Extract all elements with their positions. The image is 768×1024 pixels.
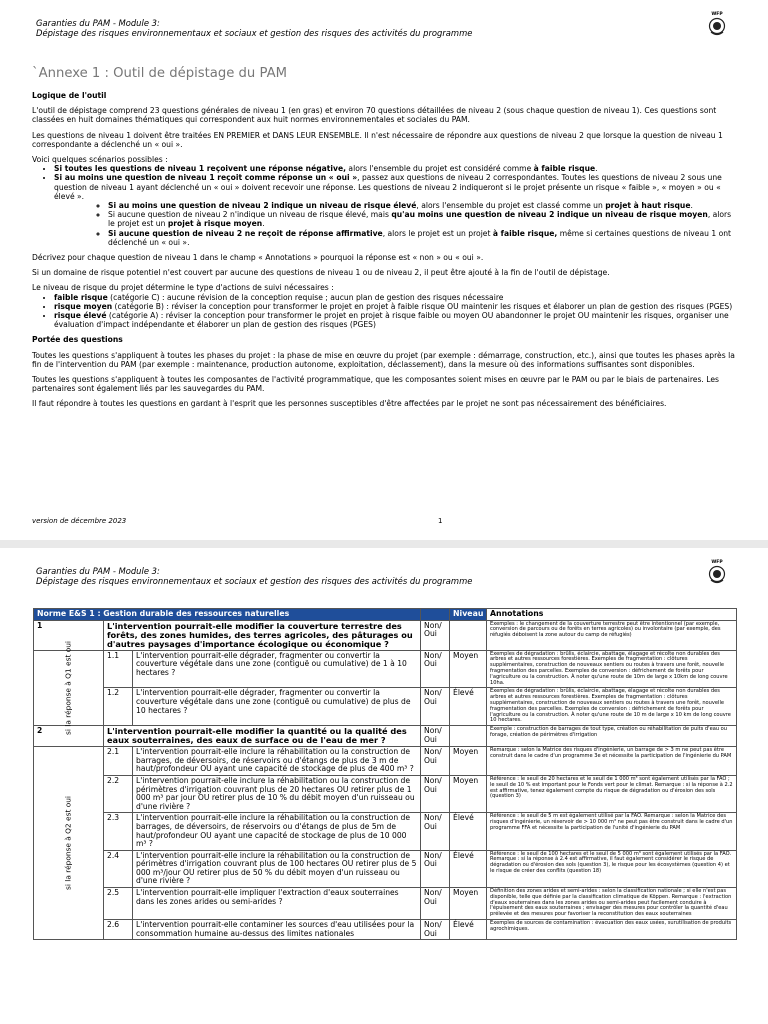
answer-cell[interactable]: Non/ Oui bbox=[421, 620, 450, 650]
wfp-logo bbox=[706, 12, 728, 42]
wfp-emblem-icon bbox=[708, 17, 726, 37]
answer-cell[interactable]: Non/ Oui bbox=[421, 813, 450, 850]
annotation-cell[interactable]: Remarque : selon la Matrice des risques d'ingénierie, un barrage de > 3 m ne peut pas être construit dans le cadre d'un programme 3e et nécessite la participation de l'ingénierie du PAM bbox=[487, 747, 737, 776]
paragraph-6: Toutes les questions s'appliquent à toutes les phases du projet : la phase de mise en œuvre du projet (par exemple : démarrage, construction, etc.), ainsi que toutes les phases après la fin de l'intervention du PAM (par exemple : maintenance, production autonome, exploitation, déclassement), dans la mesure où des informations suffisantes sont disponibles. bbox=[32, 350, 735, 369]
header-line-1: Garanties du PAM - Module 3: bbox=[36, 18, 160, 28]
question-text: L'intervention pourrait-elle contaminer les sources d'eau utilisées pour la consommation humaine au-dessus des limites nationales bbox=[133, 920, 421, 940]
table-row bbox=[34, 620, 737, 650]
question-text: L'intervention pourrait-elle inclure la réhabilitation ou la construction de périmètres d'irrigation couvrant plus de 20 hectares OU retirer plus de 1 000 m³ par jour OU retirer plus de 10 % du débit moyen d'un ruisseau ou d'une rivière ? bbox=[133, 775, 421, 812]
scenario-item: • Si au moins une question de niveau 1 reçoit comme réponse un « oui », passez aux questions de niveau 2 correspondantes. Toutes les questions de niveau 2 sous une question de niveau 1 ayant déclenché un « oui » doivent recevoir une réponse. Les questions de niveau 2 indiqueront si le projet présente un risque « faible », « moyen » ou « élevé ». ◦ Si au moins une question de niveau 2 indique un niveau de risque élevé, alors l'ensemble du projet est classé comme un projet à haut risque. ◦ Si aucune question de niveau 2 n'indique un niveau de risque élevé, mais qu'au moins une question de niveau 2 indique un niveau de risque moyen, alors le projet est un projet à risque moyen. ◦ Si aucune question de niveau 2 ne reçoit de réponse affirmative, alors le projet est un projet à faible risque, même si certaines questions de niveau 1 ont déclenché un « oui ». bbox=[54, 173, 736, 247]
paragraph-2: Les questions de niveau 1 doivent être traitées EN PREMIER et DANS LEUR ENSEMBLE. Il n'est nécessaire de répondre aux questions de niveau 2 que lorsque la question de niveau 1 correspondante a déclenché un « oui ». bbox=[32, 130, 723, 149]
level-cell: Élevé bbox=[450, 850, 487, 887]
header-line-2: Dépistage des risques environnementaux et sociaux et gestion des risques des activités du programme bbox=[36, 28, 473, 38]
answer-cell[interactable]: Non/ Oui bbox=[421, 688, 450, 726]
sub-scenarios-list bbox=[54, 201, 736, 247]
question-number: 1.2 bbox=[104, 688, 133, 726]
table-row bbox=[34, 920, 737, 940]
scope-heading: Portée des questions bbox=[32, 335, 123, 345]
table-row bbox=[34, 688, 737, 726]
sub-scenario-item: ◦ Si aucune question de niveau 2 ne reçoit de réponse affirmative, alors le projet est un projet à faible risque, même si certaines questions de niveau 1 ont déclenché un « oui ». bbox=[108, 229, 736, 247]
paragraph-4: Si un domaine de risque potentiel n'est couvert par aucune des questions de niveau 1 ou de niveau 2, il peut être ajouté à la fin de l'outil de dépistage. bbox=[32, 268, 610, 278]
table-row bbox=[34, 747, 737, 776]
level-cell: Élevé bbox=[450, 920, 487, 940]
annotation-cell[interactable]: Référence : le seuil de 5 m est également utilisé par la FAO. Remarque : selon la Matrice des risques d'ingénierie, un réservoir de > 10 000 m³ ne peut pas être construit dans le cadre d'un programme FFA et nécessite la participation de l'unité d'ingénierie du PAM bbox=[487, 813, 737, 850]
answer-cell[interactable]: Non/ Oui bbox=[421, 920, 450, 940]
question-number: 1 bbox=[34, 620, 104, 650]
table-row bbox=[34, 726, 737, 747]
question-text: L'intervention pourrait-elle impliquer l'extraction d'eaux souterraines dans les zones arides ou semi-arides ? bbox=[133, 888, 421, 920]
scenarios-list bbox=[32, 164, 736, 247]
level-cell: Moyen bbox=[450, 650, 487, 688]
answer-cell[interactable]: Non/ Oui bbox=[421, 747, 450, 776]
question-number: 2.2 bbox=[104, 775, 133, 812]
risk-levels-list bbox=[32, 293, 736, 330]
level-cell bbox=[450, 726, 487, 747]
answer-cell[interactable]: Non/ Oui bbox=[421, 850, 450, 887]
conditional-label-q2: si la réponse à Q2 est oui bbox=[34, 747, 104, 940]
version-footer: version de décembre 2023 bbox=[32, 517, 127, 525]
answer-cell[interactable]: Non/ Oui bbox=[421, 888, 450, 920]
question-number: 2.6 bbox=[104, 920, 133, 940]
page-header bbox=[36, 18, 472, 38]
screening-table bbox=[33, 608, 737, 940]
level-cell: Moyen bbox=[450, 747, 487, 776]
paragraph-3: Décrivez pour chaque question de niveau 1 dans le champ « Annotations » pourquoi la réponse est « non » ou « oui ». bbox=[32, 253, 484, 263]
sub-scenario-item: ◦ Si aucune question de niveau 2 n'indique un niveau de risque élevé, mais qu'au moins une question de niveau 2 indique un niveau de risque moyen, alors le projet est un projet à risque moyen. bbox=[108, 210, 736, 228]
answer-cell[interactable]: Non/ Oui bbox=[421, 650, 450, 688]
conditional-label-q1: si la réponse à Q1 est oui bbox=[34, 650, 104, 726]
logo-text: WFP bbox=[711, 560, 723, 565]
table-row bbox=[34, 850, 737, 887]
table-row bbox=[34, 775, 737, 812]
sub-scenario-item: ◦ Si au moins une question de niveau 2 indique un niveau de risque élevé, alors l'ensemble du projet est classé comme un projet à haut risque. bbox=[108, 201, 736, 210]
wfp-emblem-icon bbox=[708, 565, 726, 585]
level-cell: Moyen bbox=[450, 888, 487, 920]
paragraph-7: Toutes les questions s'appliquent à toutes les composantes de l'activité programmatique, que les composantes soient mises en œuvre par le PAM ou par le biais de partenaires. Les partenaires sont également liés par les sauvegardes du PAM. bbox=[32, 375, 719, 394]
norm-header: Norme E&S 1 : Gestion durable des ressources naturelles bbox=[34, 609, 421, 621]
question-text: L'intervention pourrait-elle inclure la réhabilitation ou la construction de périmètres d'irrigation couvrant plus de 100 hectares OU retirer plus de 5 000 m³/jour OU retirer plus de 50 % du débit moyen d'un ruisseau ou d'une rivière ? bbox=[133, 850, 421, 887]
wfp-logo bbox=[706, 560, 728, 590]
table-header-row bbox=[34, 609, 737, 621]
question-text: L'intervention pourrait-elle modifier la quantité ou la qualité des eaux souterraines, des eaux de surface ou de l'eau de mer ? bbox=[104, 726, 421, 747]
document-page-2 bbox=[0, 548, 768, 1024]
question-number: 2.1 bbox=[104, 747, 133, 776]
answer-header bbox=[421, 609, 450, 621]
page-number: 1 bbox=[438, 517, 443, 525]
answer-cell[interactable]: Non/ Oui bbox=[421, 775, 450, 812]
risk-level-item: • risque moyen (catégorie B) : réviser la conception pour transformer le projet en projet à faible risque OU maintenir les risques et élaborer un plan de gestion des risques (PGES) bbox=[54, 302, 736, 311]
question-number: 2 bbox=[34, 726, 104, 747]
question-text: L'intervention pourrait-elle dégrader, fragmenter ou convertir la couverture végétale dans une zone (contiguë ou cumulative) de plus de 10 hectares ? bbox=[133, 688, 421, 726]
annotation-cell[interactable]: Référence : le seuil de 100 hectares et le seuil de 5 000 m³ sont également utilisés par la FAO. Remarque : si la réponse à 2.4 est affirmative, il faut également considérer le risque de dégradation ou d'érosion des sols (question 3), le risque pour les écosystèmes (question 4) et le risque de créer des conflits (question 18) bbox=[487, 850, 737, 887]
logo-text: WFP bbox=[711, 12, 723, 17]
question-text: L'intervention pourrait-elle inclure la réhabilitation ou la construction de barrages, de déversoirs, de réservoirs ou d'étangs de plus de 5m de haut/profondeur OU ayant une capacité de stockage de plus de 10 000 m³ ? bbox=[133, 813, 421, 850]
question-number: 1.1 bbox=[104, 650, 133, 688]
annotation-cell[interactable]: Définition des zones arides et semi-arides : selon la classification nationale ; si elle n'est pas disponible, telle que définie par la classification climatique de Köppen. Remarque : l'extraction d'eaux souterraines dans les zones arides ou semi-arides peut facilement conduire à l'épuisement des eaux souterraines ; envisager des mesures pour contrôler la quantité d'eau prélevée et des mesures pour favoriser la reconstitution des eaux souterraines bbox=[487, 888, 737, 920]
annotation-cell[interactable]: Exemples de dégradation : brûlis, éclaircie, abattage, élagage et récolte non durables des arbres et autres ressources forestières. Exemples de fragmentation : clôtures supplémentaires, construction de nouveaux sentiers ou routes à travers une forêt, nouvelle fragmentation des parcelles. Exemples de conversion : défrichement de forêts pour l'agriculture ou la construction. À noter qu'une route de 10 m de large x 10 km de long couvre 10 hectares. bbox=[487, 688, 737, 726]
page-title: `Annexe 1 : Outil de dépistage du PAM bbox=[32, 66, 287, 81]
table-row bbox=[34, 650, 737, 688]
level-header: Niveau bbox=[450, 609, 487, 621]
level-cell bbox=[450, 620, 487, 650]
question-number: 2.4 bbox=[104, 850, 133, 887]
table-row bbox=[34, 813, 737, 850]
question-text: L'intervention pourrait-elle modifier la couverture terrestre des forêts, des zones humides, des terres agricoles, des pâturages ou d'autres paysages d'importance écologique ou économique ? bbox=[104, 620, 421, 650]
level-cell: Moyen bbox=[450, 775, 487, 812]
risk-level-item: • faible risque (catégorie C) : aucune révision de la conception requise ; aucun plan de gestion des risques nécessaire bbox=[54, 293, 736, 302]
header-line-1: Garanties du PAM - Module 3: bbox=[36, 566, 160, 576]
annotation-cell[interactable]: Exemple : construction de barrages de tout type, création ou réhabilitation de puits d'eau ou forage, création de périmètres d'irrigation bbox=[487, 726, 737, 747]
annotation-cell[interactable]: Référence : le seuil de 20 hectares et le seuil de 1 000 m³ sont également utilisés par la FAO ; le seuil de 10 % est important pour le Fonds vert pour le climat. Remarque : si la réponse à 2.2 est affirmative, tenez également compte du risque de dégradation ou d'érosion des sols (question 3) bbox=[487, 775, 737, 812]
paragraph-8: Il faut répondre à toutes les questions en gardant à l'esprit que les personnes susceptibles d'être affectées par le projet ne sont pas nécessairement des bénéficiaires. bbox=[32, 399, 667, 409]
logic-heading: Logique de l'outil bbox=[32, 91, 107, 100]
question-text: L'intervention pourrait-elle inclure la réhabilitation ou la construction de barrages, de déversoirs, de réservoirs ou d'étangs de plus de 3 m de haut/profondeur OU ayant une capacité de stockage de plus de 400 m³ ? bbox=[133, 747, 421, 776]
annotation-cell[interactable]: Exemples de dégradation : brûlis, éclaircie, abattage, élagage et récolte non durables des arbres et autres ressources forestières. Exemples de fragmentation : clôtures supplémentaires, construction de nouveaux sentiers ou routes à travers une forêt, nouvelle fragmentation des parcelles. Exemples de conversion : défrichement de forêts pour l'agriculture ou la construction. À noter qu'une route de 10m de large x 10km de long couvre 10ha. bbox=[487, 650, 737, 688]
answer-cell[interactable]: Non/ Oui bbox=[421, 726, 450, 747]
scenario-item: • Si toutes les questions de niveau 1 reçoivent une réponse négative, alors l'ensemble du projet est considéré comme à faible risque. bbox=[54, 164, 736, 173]
level-cell: Élevé bbox=[450, 688, 487, 726]
page-header bbox=[36, 566, 472, 586]
scenarios-intro: Voici quelques scénarios possibles : bbox=[32, 155, 168, 165]
paragraph-1: L'outil de dépistage comprend 23 questions générales de niveau 1 (en gras) et environ 70 questions détaillées de niveau 2 (sous chaque question de niveau 1). Ces questions sont classées en huit domaines thématiques qui correspondent aux huit normes environnementales et sociales du PAM. bbox=[32, 106, 717, 125]
paragraph-5: Le niveau de risque du projet détermine le type d'actions de suivi nécessaires : bbox=[32, 283, 334, 293]
question-text: L'intervention pourrait-elle dégrader, fragmenter ou convertir la couverture végétale dans une zone (contiguë ou cumulative) de 1 à 10 hectares ? bbox=[133, 650, 421, 688]
table-row bbox=[34, 888, 737, 920]
risk-level-item: • risque élevé (catégorie A) : réviser la conception pour transformer le projet en projet à risque faible ou moyen OU abandonner le projet OU maintenir les risques, organiser une évaluation d'impact indépendante et élaborer un plan de gestion des risques (PGES) bbox=[54, 311, 736, 329]
level-cell: Élevé bbox=[450, 813, 487, 850]
annotations-header: Annotations bbox=[487, 609, 737, 621]
annotation-cell[interactable]: Exemples de sources de contamination : évacuation des eaux usées, surutilisation de produits agrochimiques. bbox=[487, 920, 737, 940]
question-number: 2.3 bbox=[104, 813, 133, 850]
question-number: 2.5 bbox=[104, 888, 133, 920]
annotation-cell[interactable]: Exemples : le changement de la couverture terrestre peut être intentionnel (par exemple, conversion de parcours ou de forêts en terres agricoles) ou involontaire (par exemple, des réfugiés déboisent la zone autour du camp de réfugiés) bbox=[487, 620, 737, 650]
header-line-2: Dépistage des risques environnementaux et sociaux et gestion des risques des activités du programme bbox=[36, 576, 473, 586]
page-1-content bbox=[32, 66, 736, 415]
